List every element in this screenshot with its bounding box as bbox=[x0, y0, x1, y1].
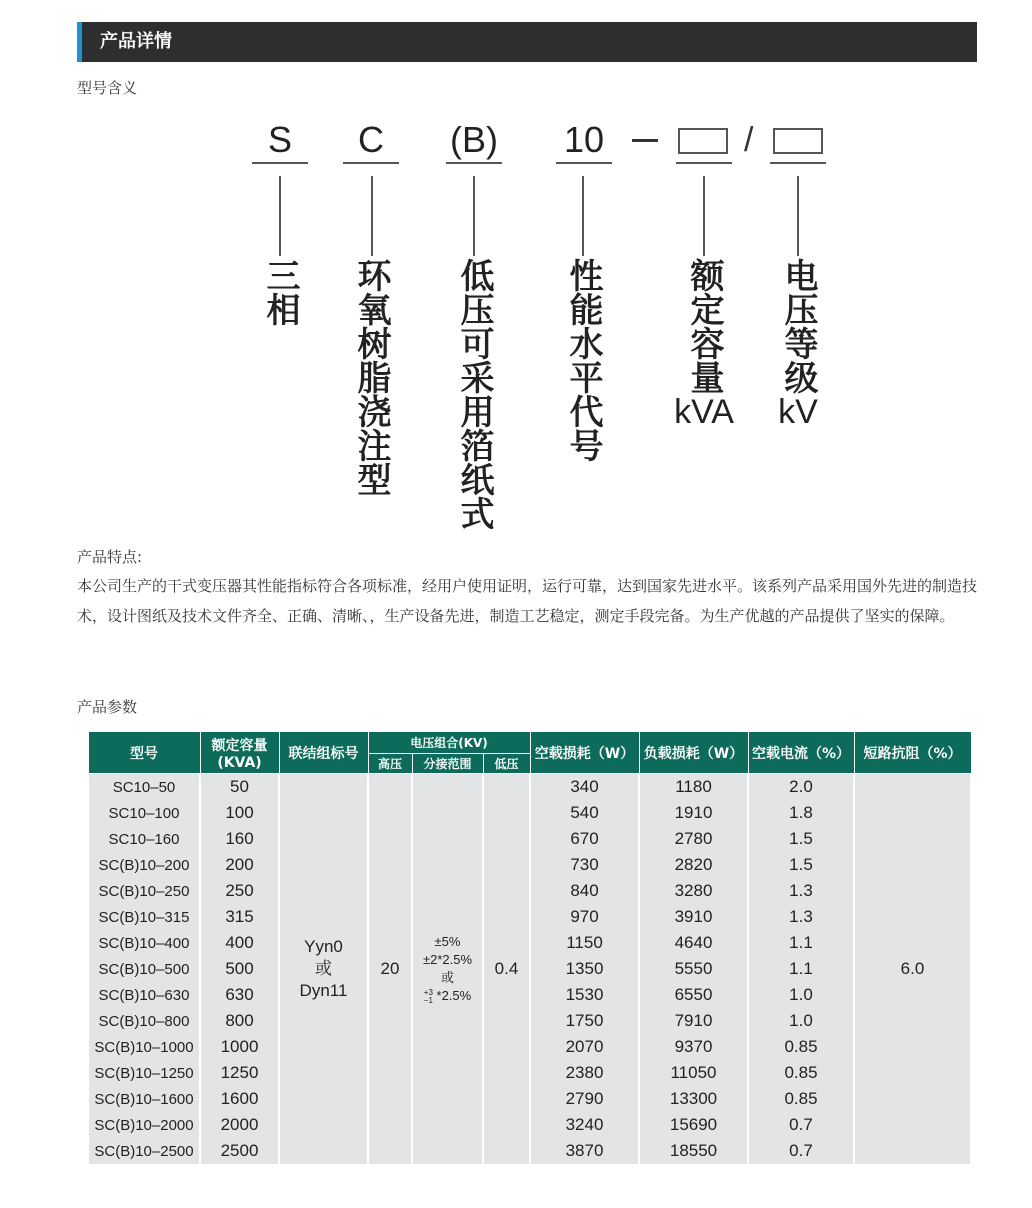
params-label: 产品参数 bbox=[77, 698, 138, 716]
cell-capacity: 500 bbox=[200, 956, 279, 982]
dash-separator bbox=[632, 139, 658, 142]
cell-hv: 20 bbox=[368, 774, 412, 1165]
header-noload-current: 空载电流（%） bbox=[748, 732, 854, 774]
cell-noload-loss: 670 bbox=[530, 826, 639, 852]
cell-load-loss: 7910 bbox=[639, 1008, 748, 1034]
section-title: 产品详情 bbox=[100, 31, 172, 52]
tap-3 bbox=[413, 987, 482, 1005]
table-row bbox=[88, 1138, 971, 1164]
tap-or: 或 bbox=[440, 970, 454, 985]
cell-noload-loss: 840 bbox=[530, 878, 639, 904]
underline bbox=[446, 162, 502, 164]
cell-capacity: 800 bbox=[200, 1008, 279, 1034]
cell-capacity: 400 bbox=[200, 930, 279, 956]
cell-vector-group bbox=[279, 774, 368, 1165]
table-row bbox=[88, 852, 971, 878]
cell-capacity: 1250 bbox=[200, 1060, 279, 1086]
cell-noload-current: 1.0 bbox=[748, 1008, 854, 1034]
cell-load-loss: 11050 bbox=[639, 1060, 748, 1086]
header-vector-group: 联结组标号 bbox=[279, 732, 368, 774]
cell-noload-current: 0.85 bbox=[748, 1034, 854, 1060]
meaning-text: 电压等级 bbox=[778, 258, 818, 394]
cell-model: SC(B)10–250 bbox=[88, 878, 200, 904]
tap-1: ±5% bbox=[434, 934, 461, 949]
cell-model: SC(B)10–400 bbox=[88, 930, 200, 956]
cell-load-loss: 15690 bbox=[639, 1112, 748, 1138]
cell-noload-current: 1.3 bbox=[748, 878, 854, 904]
connector-line bbox=[703, 176, 705, 256]
cell-capacity: 160 bbox=[200, 826, 279, 852]
cell-load-loss: 4640 bbox=[639, 930, 748, 956]
vector-2: Dyn11 bbox=[299, 981, 348, 1000]
meaning-text: 环氧树脂浇注型 bbox=[351, 258, 391, 496]
table-row bbox=[88, 930, 971, 956]
underline bbox=[343, 162, 399, 164]
table-row bbox=[88, 774, 971, 801]
cell-load-loss: 3280 bbox=[639, 878, 748, 904]
connector-line bbox=[797, 176, 799, 256]
cell-load-loss: 9370 bbox=[639, 1034, 748, 1060]
cell-noload-current: 0.85 bbox=[748, 1060, 854, 1086]
cell-capacity: 2500 bbox=[200, 1138, 279, 1164]
header-hv: 高压 bbox=[368, 754, 412, 774]
cell-load-loss: 2820 bbox=[639, 852, 748, 878]
meaning-text: 低压可采用箔纸式 bbox=[454, 258, 494, 530]
cell-capacity: 1000 bbox=[200, 1034, 279, 1060]
table-row bbox=[88, 1034, 971, 1060]
cell-model: SC(B)10–2000 bbox=[88, 1112, 200, 1138]
cell-capacity: 250 bbox=[200, 878, 279, 904]
cell-load-loss: 3910 bbox=[639, 904, 748, 930]
params-table bbox=[87, 731, 972, 1164]
unit-kv: kV bbox=[778, 393, 818, 431]
cell-model: SC10–50 bbox=[88, 774, 200, 801]
cell-capacity: 2000 bbox=[200, 1112, 279, 1138]
cell-load-loss: 13300 bbox=[639, 1086, 748, 1112]
meaning-three-phase bbox=[262, 258, 298, 326]
cell-model: SC(B)10–200 bbox=[88, 852, 200, 878]
cell-model: SC(B)10–500 bbox=[88, 956, 200, 982]
header-capacity-unit: (KVA) bbox=[217, 754, 262, 771]
voltage-placeholder-box bbox=[773, 128, 823, 154]
features-paragraph: 本公司生产的干式变压器其性能指标符合各项标准，经用户使用证明，运行可靠，达到国家先进水平。该系列产品采用国外先进的制造技术，设计图纸及技术文件齐全、正确、清晰、，生产设备先进，制造工艺稳定，测定手段完备。为生产优越的产品提供了坚实的保障。 bbox=[77, 577, 978, 625]
cell-noload-current: 1.5 bbox=[748, 826, 854, 852]
cell-model: SC10–160 bbox=[88, 826, 200, 852]
cell-noload-current: 0.7 bbox=[748, 1112, 854, 1138]
table-row bbox=[88, 1008, 971, 1034]
cell-capacity: 1600 bbox=[200, 1086, 279, 1112]
cell-noload-loss: 340 bbox=[530, 774, 639, 801]
features-label: 产品特点: bbox=[77, 548, 143, 566]
underline bbox=[556, 162, 612, 164]
table-row bbox=[88, 878, 971, 904]
meaning-text: 额定容量 bbox=[684, 258, 724, 394]
meaning-text: 三相 bbox=[260, 258, 300, 326]
cell-noload-loss: 970 bbox=[530, 904, 639, 930]
code-s: S bbox=[267, 119, 292, 160]
cell-capacity: 630 bbox=[200, 982, 279, 1008]
cell-noload-current: 1.1 bbox=[748, 930, 854, 956]
header-model: 型号 bbox=[88, 732, 200, 774]
cell-noload-current: 1.3 bbox=[748, 904, 854, 930]
table-row bbox=[88, 956, 971, 982]
cell-noload-current: 1.1 bbox=[748, 956, 854, 982]
unit-kva: kVA bbox=[674, 393, 734, 431]
cell-tap-range bbox=[412, 774, 483, 1165]
model-meaning-label: 型号含义 bbox=[77, 79, 138, 97]
meaning-voltage-level bbox=[775, 258, 821, 430]
meaning-performance-code bbox=[565, 258, 601, 462]
header-load-loss: 负载损耗（W） bbox=[639, 732, 748, 774]
header-noload-loss: 空载损耗（W） bbox=[530, 732, 639, 774]
cell-model: SC(B)10–1600 bbox=[88, 1086, 200, 1112]
table-row bbox=[88, 982, 971, 1008]
table-row bbox=[88, 826, 971, 852]
cell-load-loss: 18550 bbox=[639, 1138, 748, 1164]
header-capacity bbox=[200, 732, 279, 774]
cell-noload-loss: 3240 bbox=[530, 1112, 639, 1138]
cell-load-loss: 5550 bbox=[639, 956, 748, 982]
cell-noload-loss: 1350 bbox=[530, 956, 639, 982]
code-b: (B) bbox=[450, 119, 498, 160]
cell-noload-loss: 3870 bbox=[530, 1138, 639, 1164]
tap-sub: −1 bbox=[423, 995, 433, 1005]
connector-line bbox=[371, 176, 373, 256]
cell-noload-loss: 1530 bbox=[530, 982, 639, 1008]
cell-noload-current: 1.8 bbox=[748, 800, 854, 826]
tap-2: ±2*2.5% bbox=[422, 952, 473, 967]
underline bbox=[770, 162, 826, 164]
cell-model: SC(B)10–800 bbox=[88, 1008, 200, 1034]
table-row bbox=[88, 1060, 971, 1086]
table-row bbox=[88, 904, 971, 930]
section-header bbox=[77, 22, 977, 62]
header-impedance: 短路抗阻（%） bbox=[854, 732, 971, 774]
cell-capacity: 100 bbox=[200, 800, 279, 826]
cell-model: SC(B)10–315 bbox=[88, 904, 200, 930]
cell-noload-loss: 540 bbox=[530, 800, 639, 826]
table-row bbox=[88, 1086, 971, 1112]
cell-noload-current: 1.5 bbox=[748, 852, 854, 878]
cell-noload-loss: 2380 bbox=[530, 1060, 639, 1086]
underline bbox=[252, 162, 308, 164]
cell-noload-loss: 2070 bbox=[530, 1034, 639, 1060]
connector-line bbox=[279, 176, 281, 256]
code-10: 10 bbox=[563, 119, 605, 160]
header-voltage-group: 电压组合(KV) bbox=[368, 732, 530, 754]
cell-noload-current: 1.0 bbox=[748, 982, 854, 1008]
table-row bbox=[88, 800, 971, 826]
header-tap: 分接范围 bbox=[412, 754, 483, 774]
cell-noload-loss: 1150 bbox=[530, 930, 639, 956]
cell-noload-current: 2.0 bbox=[748, 774, 854, 801]
underline bbox=[676, 162, 732, 164]
cell-noload-loss: 2790 bbox=[530, 1086, 639, 1112]
cell-capacity: 200 bbox=[200, 852, 279, 878]
meaning-foil-lv bbox=[456, 258, 492, 530]
cell-noload-loss: 1750 bbox=[530, 1008, 639, 1034]
table-row bbox=[88, 1112, 971, 1138]
slash-separator: / bbox=[744, 121, 754, 159]
cell-model: SC10–100 bbox=[88, 800, 200, 826]
cell-noload-current: 0.85 bbox=[748, 1086, 854, 1112]
cell-lv: 0.4 bbox=[483, 774, 530, 1165]
cell-model: SC(B)10–630 bbox=[88, 982, 200, 1008]
cell-load-loss: 1910 bbox=[639, 800, 748, 826]
cell-noload-current: 0.7 bbox=[748, 1138, 854, 1164]
cell-noload-loss: 730 bbox=[530, 852, 639, 878]
cell-load-loss: 1180 bbox=[639, 774, 748, 801]
cell-model: SC(B)10–2500 bbox=[88, 1138, 200, 1164]
tap-sup: +3 bbox=[423, 987, 433, 997]
cell-model: SC(B)10–1250 bbox=[88, 1060, 200, 1086]
connector-line bbox=[473, 176, 475, 256]
cell-impedance: 6.0 bbox=[854, 774, 971, 1165]
header-lv: 低压 bbox=[483, 754, 530, 774]
vector-1: Yyn0 bbox=[304, 937, 343, 956]
header-capacity-text: 额定容量 bbox=[211, 737, 268, 754]
connector-line bbox=[582, 176, 584, 256]
cell-load-loss: 2780 bbox=[639, 826, 748, 852]
tap-step: *2.5% bbox=[436, 988, 472, 1003]
meaning-text: 性能水平代号 bbox=[563, 258, 603, 462]
cell-capacity: 315 bbox=[200, 904, 279, 930]
cell-load-loss: 6550 bbox=[639, 982, 748, 1008]
cell-capacity: 50 bbox=[200, 774, 279, 801]
capacity-placeholder-box bbox=[678, 128, 728, 154]
vector-or: 或 bbox=[315, 959, 332, 978]
cell-model: SC(B)10–1000 bbox=[88, 1034, 200, 1060]
code-c: C bbox=[358, 119, 384, 160]
meaning-epoxy-cast bbox=[353, 258, 389, 496]
meaning-rated-capacity bbox=[668, 258, 740, 430]
